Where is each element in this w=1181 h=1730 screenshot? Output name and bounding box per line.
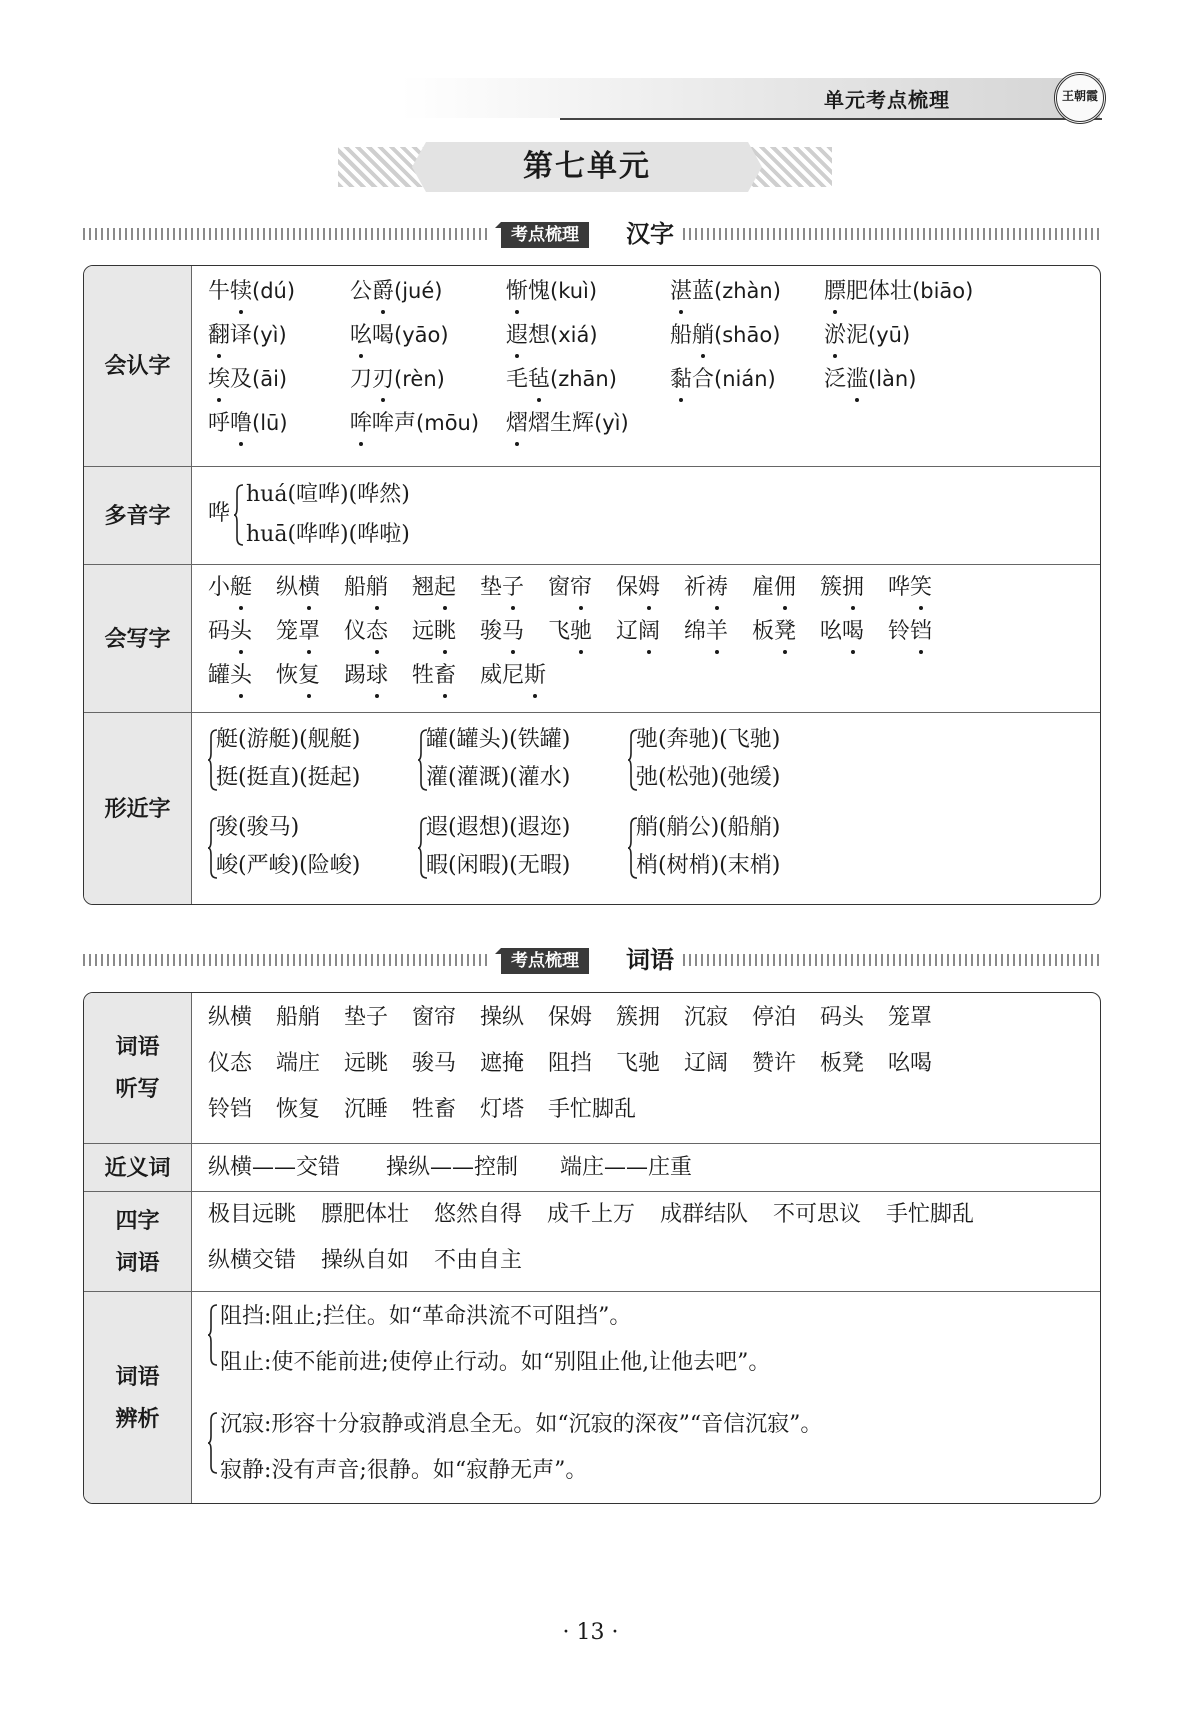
write-word: 远眺: [412, 617, 456, 647]
duoyinzi-content: [208, 467, 1086, 565]
dictation-word: 骏马: [412, 1051, 457, 1076]
recognize-word: 翻译(yì): [208, 320, 287, 351]
write-word: 铃铛: [888, 617, 932, 647]
write-word: 翘起: [412, 573, 456, 603]
recognize-word: 牛犊(dú): [208, 276, 295, 307]
dictation-word: 操纵: [480, 1005, 525, 1030]
dictation-word: 沉睡: [344, 1097, 389, 1122]
polyphone-reading-2: huā(哗哗)(哗啦): [246, 522, 410, 547]
recognize-word: 船艄(shāo): [670, 320, 780, 351]
idiom: 悠然自得: [434, 1202, 523, 1227]
write-word: 哗笑: [888, 573, 932, 603]
write-word: 祈祷: [684, 573, 728, 603]
write-word: 恢复: [276, 661, 320, 691]
dictation-word: 铃铛: [208, 1097, 253, 1122]
row-jinyici: [84, 1143, 1100, 1192]
similar-char: 暇(闲暇)(无暇): [426, 853, 571, 878]
write-word: 簇拥: [820, 573, 864, 603]
idiom: 极目远眺: [208, 1202, 297, 1227]
discrimination-line: 沉寂:形容十分寂静或消息全无。如“沉寂的深夜”“音信沉寂”。: [220, 1412, 823, 1437]
tick-rule-left: [83, 954, 491, 966]
write-word: 牲畜: [412, 661, 456, 691]
write-word: 仪态: [344, 617, 388, 647]
similar-char: 艄(艄公)(船艄): [636, 815, 781, 840]
recognize-word: 哞哞声(mōu): [350, 408, 479, 439]
brace-icon: [208, 1412, 218, 1474]
dictation-word: 赞许: [752, 1051, 797, 1076]
section-header-hanzi: [83, 222, 1101, 248]
write-word: 小艇: [208, 573, 252, 603]
write-word: 飞驰: [548, 617, 592, 647]
dictation-word: 纵横: [208, 1005, 253, 1030]
similar-char: 罐(罐头)(铁罐): [426, 727, 571, 752]
recognize-word: 刀刃(rèn): [350, 364, 445, 395]
synonym-pair: 端庄——庄重: [560, 1155, 693, 1180]
dictation-word: 笼罩: [888, 1005, 933, 1030]
similar-char: 遐(遐想)(遐迩): [426, 815, 571, 840]
tingxie-items: [208, 993, 1086, 1143]
discrimination-line: 阻挡:阻止;拦住。如“革命洪流不可阻挡”。: [220, 1304, 632, 1329]
write-word: 绵羊: [684, 617, 728, 647]
write-word: 板凳: [752, 617, 796, 647]
row-label: 词语 听写: [84, 993, 192, 1143]
idiom: 纵横交错: [208, 1248, 297, 1273]
write-word: 威尼斯: [480, 661, 546, 691]
polyphone-reading-1: huá(喧哗)(哗然): [246, 482, 410, 507]
write-word: 踢球: [344, 661, 388, 691]
idiom: 不由自主: [434, 1248, 523, 1273]
recognize-word: 毛毡(zhān): [506, 364, 617, 395]
write-word: 垫子: [480, 573, 524, 603]
dictation-word: 停泊: [752, 1005, 797, 1030]
row-duoyinzi: [84, 466, 1100, 565]
idiom: 手忙脚乱: [886, 1202, 975, 1227]
huirenzi-items: [208, 266, 1086, 466]
write-word: 吆喝: [820, 617, 864, 647]
row-bianxi: [84, 1291, 1100, 1504]
dictation-word: 飞驰: [616, 1051, 661, 1076]
xingjinzi-groups: [208, 713, 1086, 905]
similar-char: 梢(树梢)(末梢): [636, 853, 781, 878]
dictation-word: 远眺: [344, 1051, 389, 1076]
row-label: 会写字: [84, 565, 192, 713]
sizi-items: [208, 1192, 1086, 1292]
tick-rule-left: [83, 228, 491, 240]
recognize-word: 泛滥(làn): [824, 364, 916, 395]
row-xingjinzi: [84, 712, 1100, 905]
row-sizi: [84, 1191, 1100, 1292]
recognize-word: 呼噜(lū): [208, 408, 288, 439]
dictation-word: 灯塔: [480, 1097, 525, 1122]
synonym-pair: 纵横——交错: [208, 1155, 341, 1180]
dictation-word: 恢复: [276, 1097, 321, 1122]
tick-rule-right: [683, 954, 1101, 966]
dictation-word: 遮掩: [480, 1051, 525, 1076]
running-header-title: 单元考点梳理: [824, 88, 950, 112]
row-huixiezi: [84, 564, 1100, 713]
brace-icon: [234, 484, 244, 546]
dictation-word: 板凳: [820, 1051, 865, 1076]
write-word: 雇佣: [752, 573, 796, 603]
dictation-word: 垫子: [344, 1005, 389, 1030]
write-word: 骏马: [480, 617, 524, 647]
ciyu-table: [83, 992, 1101, 1504]
similar-char: 挺(挺直)(挺起): [216, 765, 361, 790]
similar-char: 驰(奔驰)(飞驰): [636, 727, 781, 752]
dictation-word: 码头: [820, 1005, 865, 1030]
dictation-word: 船艄: [276, 1005, 321, 1030]
section-name: 词语: [626, 946, 674, 974]
recognize-word: 埃及(āi): [208, 364, 287, 395]
section-header-ciyu: [83, 948, 1101, 974]
write-word: 码头: [208, 617, 252, 647]
running-header-band: [400, 78, 1100, 118]
write-word: 保姆: [616, 573, 660, 603]
recognize-word: 遐想(xiá): [506, 320, 598, 351]
discrimination-line: 寂静:没有声音;很静。如“寂静无声”。: [220, 1458, 588, 1483]
dictation-word: 沉寂: [684, 1005, 729, 1030]
jinyici-items: [208, 1144, 1086, 1192]
unit-title: 第七单元: [523, 149, 651, 184]
dictation-word: 保姆: [548, 1005, 593, 1030]
brand-seal-logo: 王朝霞: [1054, 72, 1106, 124]
dictation-word: 牲畜: [412, 1097, 457, 1122]
row-label: 四字 词语: [84, 1192, 192, 1292]
row-tingxie: [84, 993, 1100, 1143]
write-word: 窗帘: [548, 573, 592, 603]
idiom: 成群结队: [660, 1202, 749, 1227]
huixiezi-items: [208, 565, 1086, 713]
dictation-word: 窗帘: [412, 1005, 457, 1030]
polyphone-char: 哗: [208, 501, 231, 526]
recognize-word: 湛蓝(zhàn): [670, 276, 781, 307]
similar-char: 骏(骏马): [216, 815, 300, 840]
dictation-word: 阻挡: [548, 1051, 593, 1076]
row-label: 形近字: [84, 713, 192, 905]
similar-char: 灌(灌溉)(灌水): [426, 765, 571, 790]
idiom: 不可思议: [773, 1202, 862, 1227]
similar-char: 峻(严峻)(险峻): [216, 853, 361, 878]
recognize-word: 膘肥体壮(biāo): [824, 276, 973, 307]
section-tag: 考点梳理: [501, 948, 589, 974]
page-number: · 13 ·: [562, 1620, 619, 1645]
dictation-word: 辽阔: [684, 1051, 729, 1076]
dictation-word: 手忙脚乱: [548, 1097, 637, 1122]
recognize-word: 淤泥(yū): [824, 320, 910, 351]
row-label: 多音字: [84, 467, 192, 565]
similar-char: 弛(松弛)(弛缓): [636, 765, 781, 790]
row-label: 近义词: [84, 1144, 192, 1192]
write-word: 辽阔: [616, 617, 660, 647]
tick-rule-right: [683, 228, 1101, 240]
dictation-word: 吆喝: [888, 1051, 933, 1076]
similar-char: 艇(游艇)(舰艇): [216, 727, 361, 752]
write-word: 船艄: [344, 573, 388, 603]
recognize-word: 惭愧(kuì): [506, 276, 597, 307]
write-word: 罐头: [208, 661, 252, 691]
recognize-word: 吆喝(yāo): [350, 320, 449, 351]
write-word: 纵横: [276, 573, 320, 603]
running-header-rule: [560, 118, 1102, 120]
section-tag: 考点梳理: [501, 222, 589, 248]
dictation-word: 簇拥: [616, 1005, 661, 1030]
idiom: 操纵自如: [321, 1248, 410, 1273]
recognize-word: 公爵(jué): [350, 276, 442, 307]
hanzi-table: [83, 265, 1101, 905]
bianxi-content: [208, 1292, 1086, 1504]
section-name: 汉字: [626, 220, 674, 248]
dictation-word: 仪态: [208, 1051, 253, 1076]
discrimination-line: 阻止:使不能前进;使停止行动。如“别阻止他,让他去吧”。: [220, 1350, 771, 1375]
recognize-word: 熠熠生辉(yì): [506, 408, 629, 439]
row-huirenzi: [84, 266, 1100, 466]
idiom: 成千上万: [547, 1202, 636, 1227]
row-label: 会认字: [84, 266, 192, 466]
recognize-word: 黏合(nián): [670, 364, 776, 395]
brace-icon: [208, 1304, 218, 1366]
synonym-pair: 操纵——控制: [386, 1155, 519, 1180]
write-word: 笼罩: [276, 617, 320, 647]
dictation-word: 端庄: [276, 1051, 321, 1076]
row-label: 词语 辨析: [84, 1292, 192, 1504]
idiom: 膘肥体壮: [321, 1202, 410, 1227]
